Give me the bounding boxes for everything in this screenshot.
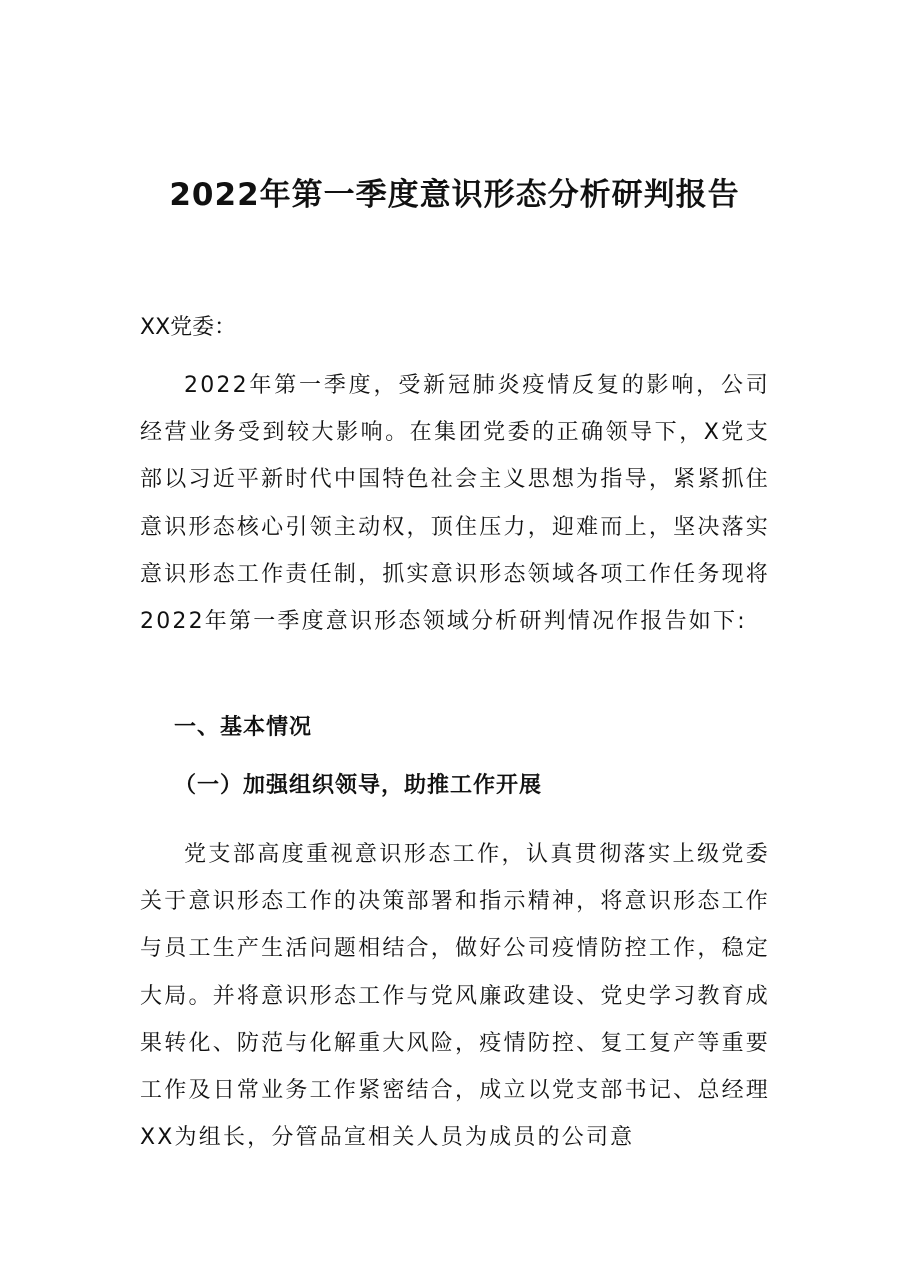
paragraph-body: 党支部高度重视意识形态工作，认真贯彻落实上级党委关于意识形态工作的决策部署和指示精神，将意识形态工作与员工生产生活问题相结合，做好公司疫情防控工作，稳定大局。并将意识形态工作与党风廉政建设、党史学习教育成果转化、防范与化解重大风险，疫情防控、复工复产等重要工作及日常业务工作紧密结合，成立以党支部书记、总经理XX为组长，分管品宣相关人员为成员的公司意 xyxy=(140,842,770,1151)
document-title: 2022年第一季度意识形态分析研判报告 xyxy=(169,177,740,213)
paragraph-intro: 2022年第一季度，受新冠肺炎疫情反复的影响，公司经营业务受到较大影响。在集团党委的正确领导下，X党支部以习近平新时代中国特色社会主义思想为指导，紧紧抓住意识形态核心引领主动权，顶住压力，迎难而上，坚决落实意识形态工作责任制，抓实意识形态领域各项工作任务现将2022年第一季度意识形态领域分析研判情况作报告如下: xyxy=(140,373,770,635)
salutation: XX党委： xyxy=(140,315,237,340)
subsection-heading: （一）加强组织领导，助推工作开展 xyxy=(174,773,543,798)
section-heading: 一、基本情况 xyxy=(174,715,313,740)
